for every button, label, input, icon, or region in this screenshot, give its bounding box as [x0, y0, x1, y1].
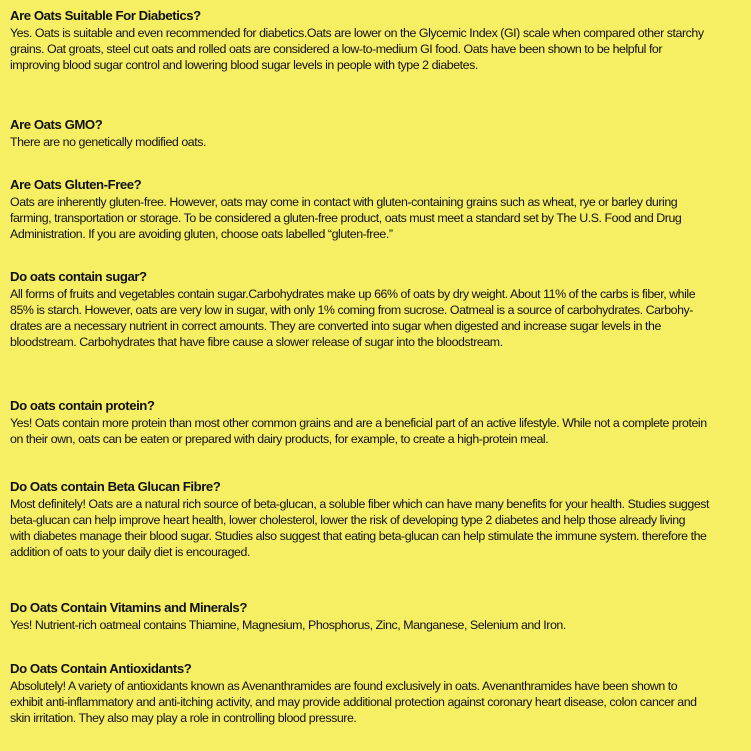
faq-answer [10, 134, 206, 150]
faq-answer-line: exhibit anti-inflammatory and anti-itching activity, and may provide additional protection against coronary heart disease, colon cancer and [10, 695, 697, 709]
faq-section-antioxidants [10, 661, 697, 726]
faq-section-protein [10, 398, 707, 447]
faq-answer-line: Yes! Nutrient-rich oatmeal contains Thiamine, Magnesium, Phosphorus, Zinc, Manganese, Selenium and Iron. [10, 618, 566, 632]
faq-answer-line: Yes. Oats is suitable and even recommended for diabetics.Oats are lower on the Glycemic Index (GI) scale when compared other starchy [10, 26, 704, 40]
faq-answer-line: skin irritation. They also may play a role in controlling blood pressure. [10, 711, 357, 725]
faq-section-vitamins [10, 600, 566, 633]
faq-answer-line: There are no genetically modified oats. [10, 135, 206, 149]
faq-answer-line: drates are a necessary nutrient in correct amounts. They are converted into sugar when digested and increase sugar levels in the [10, 319, 661, 333]
faq-answer [10, 496, 709, 560]
faq-section-beta-glucan [10, 479, 709, 560]
faq-answer-line: Yes! Oats contain more protein than most other common grains and are a beneficial part of an active lifestyle. While not a complete protein [10, 416, 707, 430]
faq-question: Do oats contain protein? [10, 398, 155, 413]
faq-question: Are Oats GMO? [10, 117, 103, 132]
faq-question: Do Oats contain Beta Glucan Fibre? [10, 479, 221, 494]
faq-answer-line: improving blood sugar control and lowering blood sugar levels in people with type 2 diabetes. [10, 58, 478, 72]
faq-answer-line: on their own, oats can be eaten or prepared with dairy products, for example, to create a high-protein meal. [10, 432, 549, 446]
faq-section-sugar [10, 269, 695, 350]
faq-section-gmo [10, 117, 206, 150]
faq-answer [10, 415, 707, 447]
faq-section-diabetics [10, 8, 704, 73]
faq-answer-line: Absolutely! A variety of antioxidants known as Avenanthramides are found exclusively in oats. Avenanthramides have been shown to [10, 679, 678, 693]
faq-answer [10, 286, 695, 350]
faq-question: Are Oats Suitable For Diabetics? [10, 8, 201, 23]
faq-question: Are Oats Gluten-Free? [10, 177, 142, 192]
faq-answer-line: grains. Oat groats, steel cut oats and rolled oats are considered a low-to-medium GI food. Oats have been shown to be helpful for [10, 42, 663, 56]
faq-answer [10, 25, 704, 73]
faq-answer [10, 678, 697, 726]
faq-answer [10, 194, 681, 242]
faq-answer-line: bloodstream. Carbohydrates that have fibre cause a slower release of sugar into the bloodstream. [10, 335, 503, 349]
faq-question: Do Oats Contain Vitamins and Minerals? [10, 600, 247, 615]
faq-question: Do Oats Contain Antioxidants? [10, 661, 192, 676]
faq-question: Do oats contain sugar? [10, 269, 147, 284]
faq-answer-line: Administration. If you are avoiding gluten, choose oats labelled “gluten-free.” [10, 227, 393, 241]
faq-answer-line: All forms of fruits and vegetables contain sugar.Carbohydrates make up 66% of oats by dry weight. About 11% of the carbs is fiber, while [10, 287, 696, 301]
faq-answer [10, 617, 566, 633]
faq-answer-line: addition of oats to your daily diet is encouraged. [10, 545, 250, 559]
faq-answer-line: farming, transportation or storage. To be considered a gluten-free product, oats must meet a standard set by The U.S. Food and Drug [10, 211, 682, 225]
faq-section-gluten [10, 177, 681, 242]
faq-answer-line: Most definitely! Oats are a natural rich source of beta-glucan, a soluble fiber which can have many benefits for your health. Studies suggest [10, 497, 709, 511]
faq-answer-line: beta-glucan can help improve heart health, lower cholesterol, lower the risk of developing type 2 diabetes and help those already living [10, 513, 686, 527]
faq-answer-line: Oats are inherently gluten-free. However, oats may come in contact with gluten-containing grains such as wheat, rye or barley during [10, 195, 678, 209]
faq-answer-line: 85% is starch. However, oats are very low in sugar, with only 1% coming from sucrose. Oatmeal is a source of carbohydrates. Carbohy- [10, 303, 693, 317]
faq-answer-line: with diabetes manage their blood sugar. Studies also suggest that eating beta-glucan can help stimulate the immune system. therefore the [10, 529, 707, 543]
